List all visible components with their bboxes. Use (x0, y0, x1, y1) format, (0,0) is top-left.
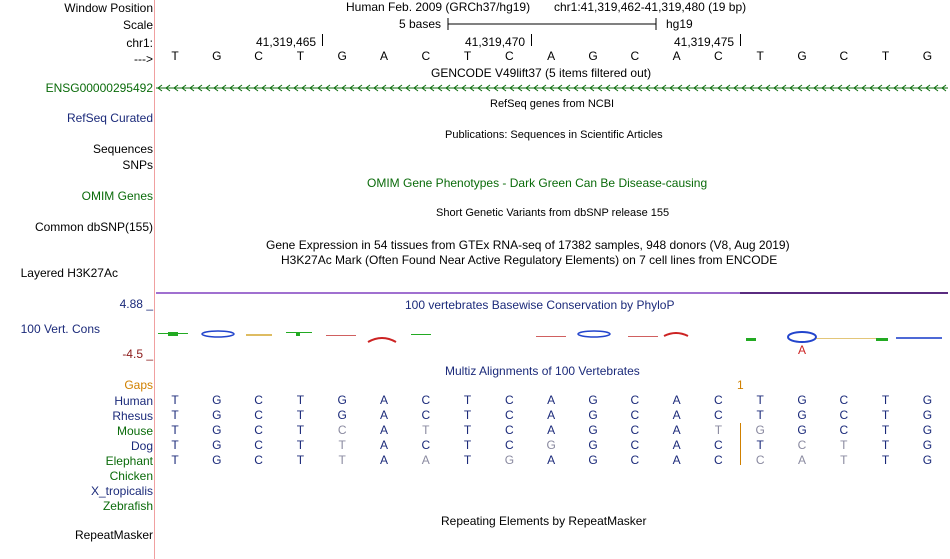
base-letter: C (505, 49, 514, 63)
base-letter: C (839, 49, 849, 63)
alignment-base: G (337, 408, 347, 422)
alignment-base: T (171, 453, 179, 467)
alignment-base: G (922, 438, 933, 452)
alignment-base: G (212, 453, 222, 467)
alignment-base: T (881, 438, 890, 452)
alignment-base: T (171, 408, 179, 422)
alignment-base: A (547, 453, 556, 467)
alignment-base: G (922, 423, 933, 437)
assembly-title: Human Feb. 2009 (GRCh37/hg19) (346, 0, 531, 14)
alignment-base: T (171, 438, 179, 452)
scale-text: 5 bases (399, 17, 442, 31)
scale-bar (446, 16, 660, 32)
base-letter: T (463, 49, 472, 63)
alignment-base: A (672, 453, 681, 467)
alignment-base: T (840, 438, 848, 452)
alignment-base: G (922, 393, 933, 407)
alignment-base: C (421, 438, 431, 452)
ensg-track-label[interactable]: ENSG00000295492 (45, 81, 153, 95)
alignment-base: C (254, 438, 263, 452)
alignment-base: C (254, 453, 263, 467)
species-label-human[interactable]: Human (114, 394, 153, 408)
alignment-base: C (505, 408, 514, 422)
multiz-track-title[interactable]: Multiz Alignments of 100 Vertebrates (445, 364, 640, 378)
alignment-base: T (756, 393, 764, 407)
alignment-base: C (630, 453, 640, 467)
alignment-base: A (797, 453, 806, 467)
alignment-base: C (337, 423, 347, 437)
alignment-base: T (422, 423, 430, 437)
gencode-track-title[interactable]: GENCODE V49lift37 (5 items filtered out) (431, 66, 652, 80)
alignment-base: C (505, 393, 514, 407)
refseq-track-title[interactable]: RefSeq genes from NCBI (490, 98, 615, 110)
alignment-base: C (714, 408, 723, 422)
alignment-base: C (505, 438, 514, 452)
alignment-base: T (296, 408, 305, 422)
alignment-base: T (881, 393, 890, 407)
alignment-base: T (840, 453, 848, 467)
alignment-base: T (296, 438, 305, 452)
base-letter: G (797, 49, 807, 63)
alignment-base: G (546, 438, 556, 452)
alignment-base: A (379, 393, 388, 407)
alignment-base: C (714, 438, 723, 452)
alignment-base: G (922, 408, 933, 422)
alignment-base: C (254, 423, 263, 437)
alignment-base: A (547, 393, 556, 407)
alignment-base: G (922, 453, 933, 467)
base-letter: G (588, 49, 598, 63)
alignment-base: T (714, 423, 723, 437)
alignment-base: G (588, 393, 598, 407)
alignment-base: T (296, 423, 305, 437)
coord-tick-3 (740, 34, 741, 46)
alignment-base: T (756, 438, 764, 452)
dbsnp-track-label[interactable]: Common dbSNP(155) (34, 220, 153, 234)
alignment-base: C (839, 393, 849, 407)
alignment-base: C (505, 423, 514, 437)
cons-min-label: -4.5 _ (122, 347, 153, 361)
coord-2: 41,319,470 (465, 35, 526, 49)
alignment-base: T (171, 393, 179, 407)
omim-track-label[interactable]: OMIM Genes (81, 189, 153, 203)
gtex-track-title[interactable]: Gene Expression in 54 tissues from GTEx RNA-seq of 17382 samples, 948 donors (V8, Aug 2019) (266, 238, 790, 252)
base-letter: A (547, 49, 556, 63)
alignment-base: C (254, 393, 263, 407)
alignment-base: A (672, 393, 681, 407)
alignment-base: C (630, 423, 640, 437)
alignment-base: T (338, 453, 346, 467)
alignment-base: G (212, 393, 222, 407)
alignment-base: G (797, 423, 807, 437)
coord-3: 41,319,475 (674, 35, 735, 49)
alignment-base: T (296, 453, 305, 467)
scale-db: hg19 (666, 17, 693, 31)
base-letter: T (296, 49, 305, 63)
alignment-base: A (547, 423, 556, 437)
base-letter: C (630, 49, 640, 63)
base-letter: G (337, 49, 347, 63)
gap-marker: 1 (737, 378, 744, 392)
alignment-base: G (212, 423, 222, 437)
base-letter: T (881, 49, 890, 63)
alignment-base: G (337, 393, 347, 407)
refseq-track-label[interactable]: RefSeq Curated (66, 111, 153, 125)
alignment-base: A (672, 438, 681, 452)
coord-tick-2 (531, 34, 532, 46)
alignment-base: G (212, 408, 222, 422)
gaps-label: Gaps (124, 378, 153, 392)
alignment-base: T (463, 423, 472, 437)
alignment-base: T (756, 408, 764, 422)
alignment-base: T (338, 438, 346, 452)
base-letter: C (714, 49, 723, 63)
omim-track-title[interactable]: OMIM Gene Phenotypes - Dark Green Can Be Disease-causing (367, 176, 708, 190)
base-letter: G (212, 49, 222, 63)
alignment-base: A (379, 408, 388, 422)
h3k27ac-signal-dark[interactable] (740, 292, 948, 294)
phylop-conservation-plot[interactable] (156, 324, 948, 358)
alignment-base: G (212, 438, 222, 452)
phylop-track-title[interactable]: 100 vertebrates Basewise Conservation by PhyloP (405, 298, 675, 312)
chr-label: chr1: (126, 36, 153, 50)
species-label-rhesus[interactable]: Rhesus (112, 409, 153, 423)
alignment-base: G (755, 423, 765, 437)
alignment-base: C (421, 408, 431, 422)
alignment-base: T (881, 423, 890, 437)
base-letter: A (379, 49, 388, 63)
base-letter: G (922, 49, 933, 63)
alignment-base: A (421, 453, 430, 467)
species-label-chicken[interactable]: Chicken (109, 469, 153, 483)
alignment-base: A (547, 408, 556, 422)
alignment-base: A (379, 423, 388, 437)
base-letter: A (672, 49, 681, 63)
sequences-track-label[interactable]: Sequences (92, 142, 153, 156)
alignment-base: C (421, 393, 431, 407)
position-readout: chr1:41,319,462-41,319,480 (19 bp) (554, 0, 747, 14)
alignment-base: T (296, 393, 305, 407)
species-label-x_tropicalis[interactable]: X_tropicalis (90, 484, 153, 498)
alignment-base: T (881, 408, 890, 422)
species-label-zebrafish[interactable]: Zebrafish (102, 499, 153, 513)
alignment-base: T (463, 453, 472, 467)
alignment-base: G (588, 423, 598, 437)
dbsnp-track-title[interactable]: Short Genetic Variants from dbSNP release 155 (436, 207, 670, 219)
publications-track-title[interactable]: Publications: Sequences in Scientific Articles (445, 129, 663, 141)
scale-label: Scale (122, 18, 153, 32)
track-label-panel (0, 0, 155, 559)
alignment-base: A (672, 423, 681, 437)
panel-divider (154, 0, 155, 559)
alignment-base: C (630, 393, 640, 407)
species-label-mouse[interactable]: Mouse (116, 424, 153, 438)
alignment-base: C (797, 438, 807, 452)
gencode-transcript-line[interactable] (156, 82, 948, 94)
repeatmasker-track-label[interactable]: RepeatMasker (74, 528, 153, 542)
alignment-base: C (755, 453, 765, 467)
strand-arrow-label[interactable]: ---> (134, 52, 153, 66)
alignment-base: C (630, 438, 640, 452)
coord-1: 41,319,465 (256, 35, 317, 49)
alignment-base: T (463, 408, 472, 422)
repeatmasker-track-title[interactable]: Repeating Elements by RepeatMasker (441, 514, 647, 528)
h3k27ac-track-title[interactable]: H3K27Ac Mark (Often Found Near Active Regulatory Elements) on 7 cell lines from ENCODE (281, 253, 778, 267)
alignment-base: T (463, 438, 472, 452)
base-letter: C (421, 49, 431, 63)
coord-tick-1 (322, 34, 323, 46)
cons-max-label: 4.88 _ (119, 297, 153, 311)
gap-line (740, 423, 741, 465)
alignment-base: G (504, 453, 515, 467)
window-position-label: Window Position (64, 1, 153, 15)
base-letter: T (171, 49, 179, 63)
alignment-base: A (379, 438, 388, 452)
cons-track-label[interactable]: 100 Vert. Cons (20, 322, 100, 336)
alignment-base: G (588, 438, 598, 452)
base-letter: T (756, 49, 764, 63)
alignment-base: T (463, 393, 472, 407)
alignment-base: C (714, 393, 723, 407)
alignment-base: A (379, 453, 388, 467)
alignment-base: C (839, 408, 849, 422)
h3k27ac-track-label[interactable]: Layered H3K27Ac (20, 266, 118, 280)
species-label-elephant[interactable]: Elephant (105, 454, 153, 468)
alignment-base: G (797, 393, 807, 407)
alignment-base: C (714, 453, 723, 467)
snps-track-label[interactable]: SNPs (122, 158, 153, 172)
alignment-base: G (797, 408, 807, 422)
alignment-base: G (588, 408, 598, 422)
alignment-base: T (881, 453, 890, 467)
alignment-base: C (839, 423, 849, 437)
alignment-base: C (254, 408, 263, 422)
alignment-base: C (630, 408, 640, 422)
svg-text:A: A (797, 343, 807, 357)
alignment-base: G (588, 453, 598, 467)
alignment-base: T (171, 423, 179, 437)
base-letter: C (254, 49, 263, 63)
alignment-base: A (672, 408, 681, 422)
species-label-dog[interactable]: Dog (130, 439, 153, 453)
